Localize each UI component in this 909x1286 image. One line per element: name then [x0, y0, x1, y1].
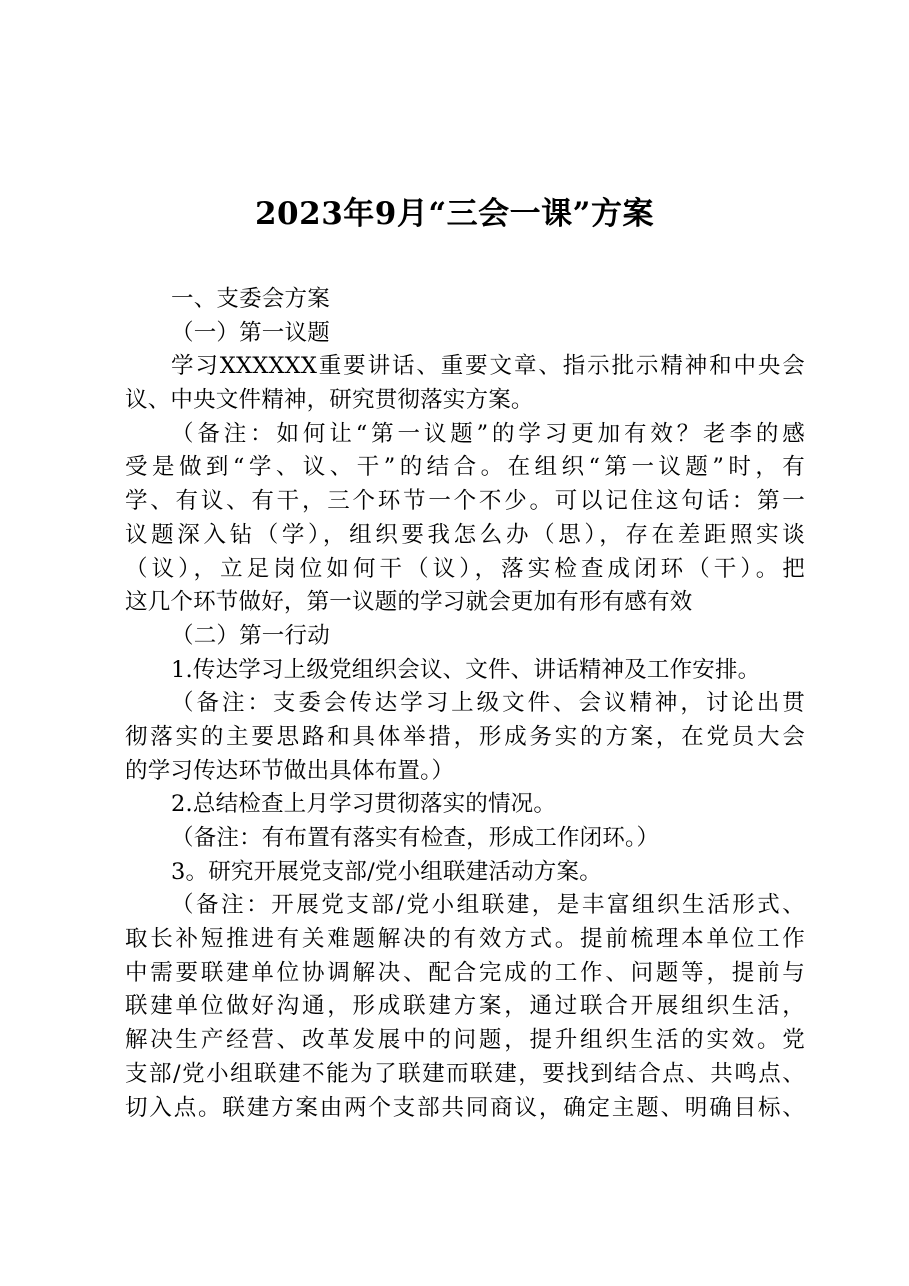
document-title: 2023年9月“三会一课”方案 [254, 196, 654, 232]
text-line: 支部/党小组联建不能为了联建而联建，要找到结合点、共鸣点、 [125, 1060, 805, 1087]
text-line: （备注：如何让“第一议题”的学习更加有效？老李的感 [171, 420, 805, 447]
text-line: 这几个环节做好，第一议题的学习就会更加有形有感有效 [125, 589, 693, 616]
text-line: 解决生产经营、改革发展中的问题，提升组织生活的实效。党 [125, 1027, 805, 1054]
text-line: 取长补短推进有关难题解决的有效方式。提前梳理本单位工作 [125, 926, 805, 953]
text-line: 切入点。联建方案由两个支部共同商议，确定主题、明确目标、 [125, 1094, 805, 1121]
text-line: 2.总结检查上月学习贯彻落实的情况。 [171, 791, 557, 818]
document-body [125, 283, 805, 1125]
text-line: 学习XXXXXX重要讲话、重要文章、指示批示精神和中央会 [171, 353, 805, 380]
text-line: （备注：开展党支部/党小组联建，是丰富组织生活形式、 [171, 892, 805, 919]
text-line: 一、支委会方案 [171, 286, 330, 312]
text-line: 的学习传达环节做出具体布置。） [125, 757, 455, 784]
text-line: 联建单位做好沟通，形成联建方案，通过联合开展组织生活， [125, 993, 805, 1020]
text-line: （备注：有布置有落实有检查，形成工作闭环。） [171, 825, 660, 851]
text-line: 1.传达学习上级党组织会议、文件、讲话精神及工作安排。 [171, 656, 761, 683]
text-line: （一）第一议题 [171, 319, 330, 346]
text-line: 3。研究开展党支部/党小组联建活动方案。 [171, 858, 602, 885]
text-line: （二）第一行动 [171, 622, 330, 649]
text-line: 彻落实的主要思路和具体举措，形成务实的方案，在党员大会 [125, 723, 805, 750]
text-line: 中需要联建单位协调解决、配合完成的工作、问题等，提前与 [125, 959, 805, 986]
text-line: 受是做到“学、议、干”的结合。在组织“第一议题”时，有 [125, 454, 805, 481]
text-line: 议题深入钻（学），组织要我怎么办（思），存在差距照实谈 [125, 521, 805, 548]
text-line: 议、中央文件精神，研究贯彻落实方案。 [125, 387, 534, 414]
text-line: （议），立足岗位如何干（议），落实检查成闭环（干）。把 [125, 555, 805, 582]
text-line: 学、有议、有干，三个环节一个不少。可以记住这句话：第一 [125, 488, 805, 515]
text-line: （备注：支委会传达学习上级文件、会议精神，讨论出贯 [171, 690, 805, 717]
